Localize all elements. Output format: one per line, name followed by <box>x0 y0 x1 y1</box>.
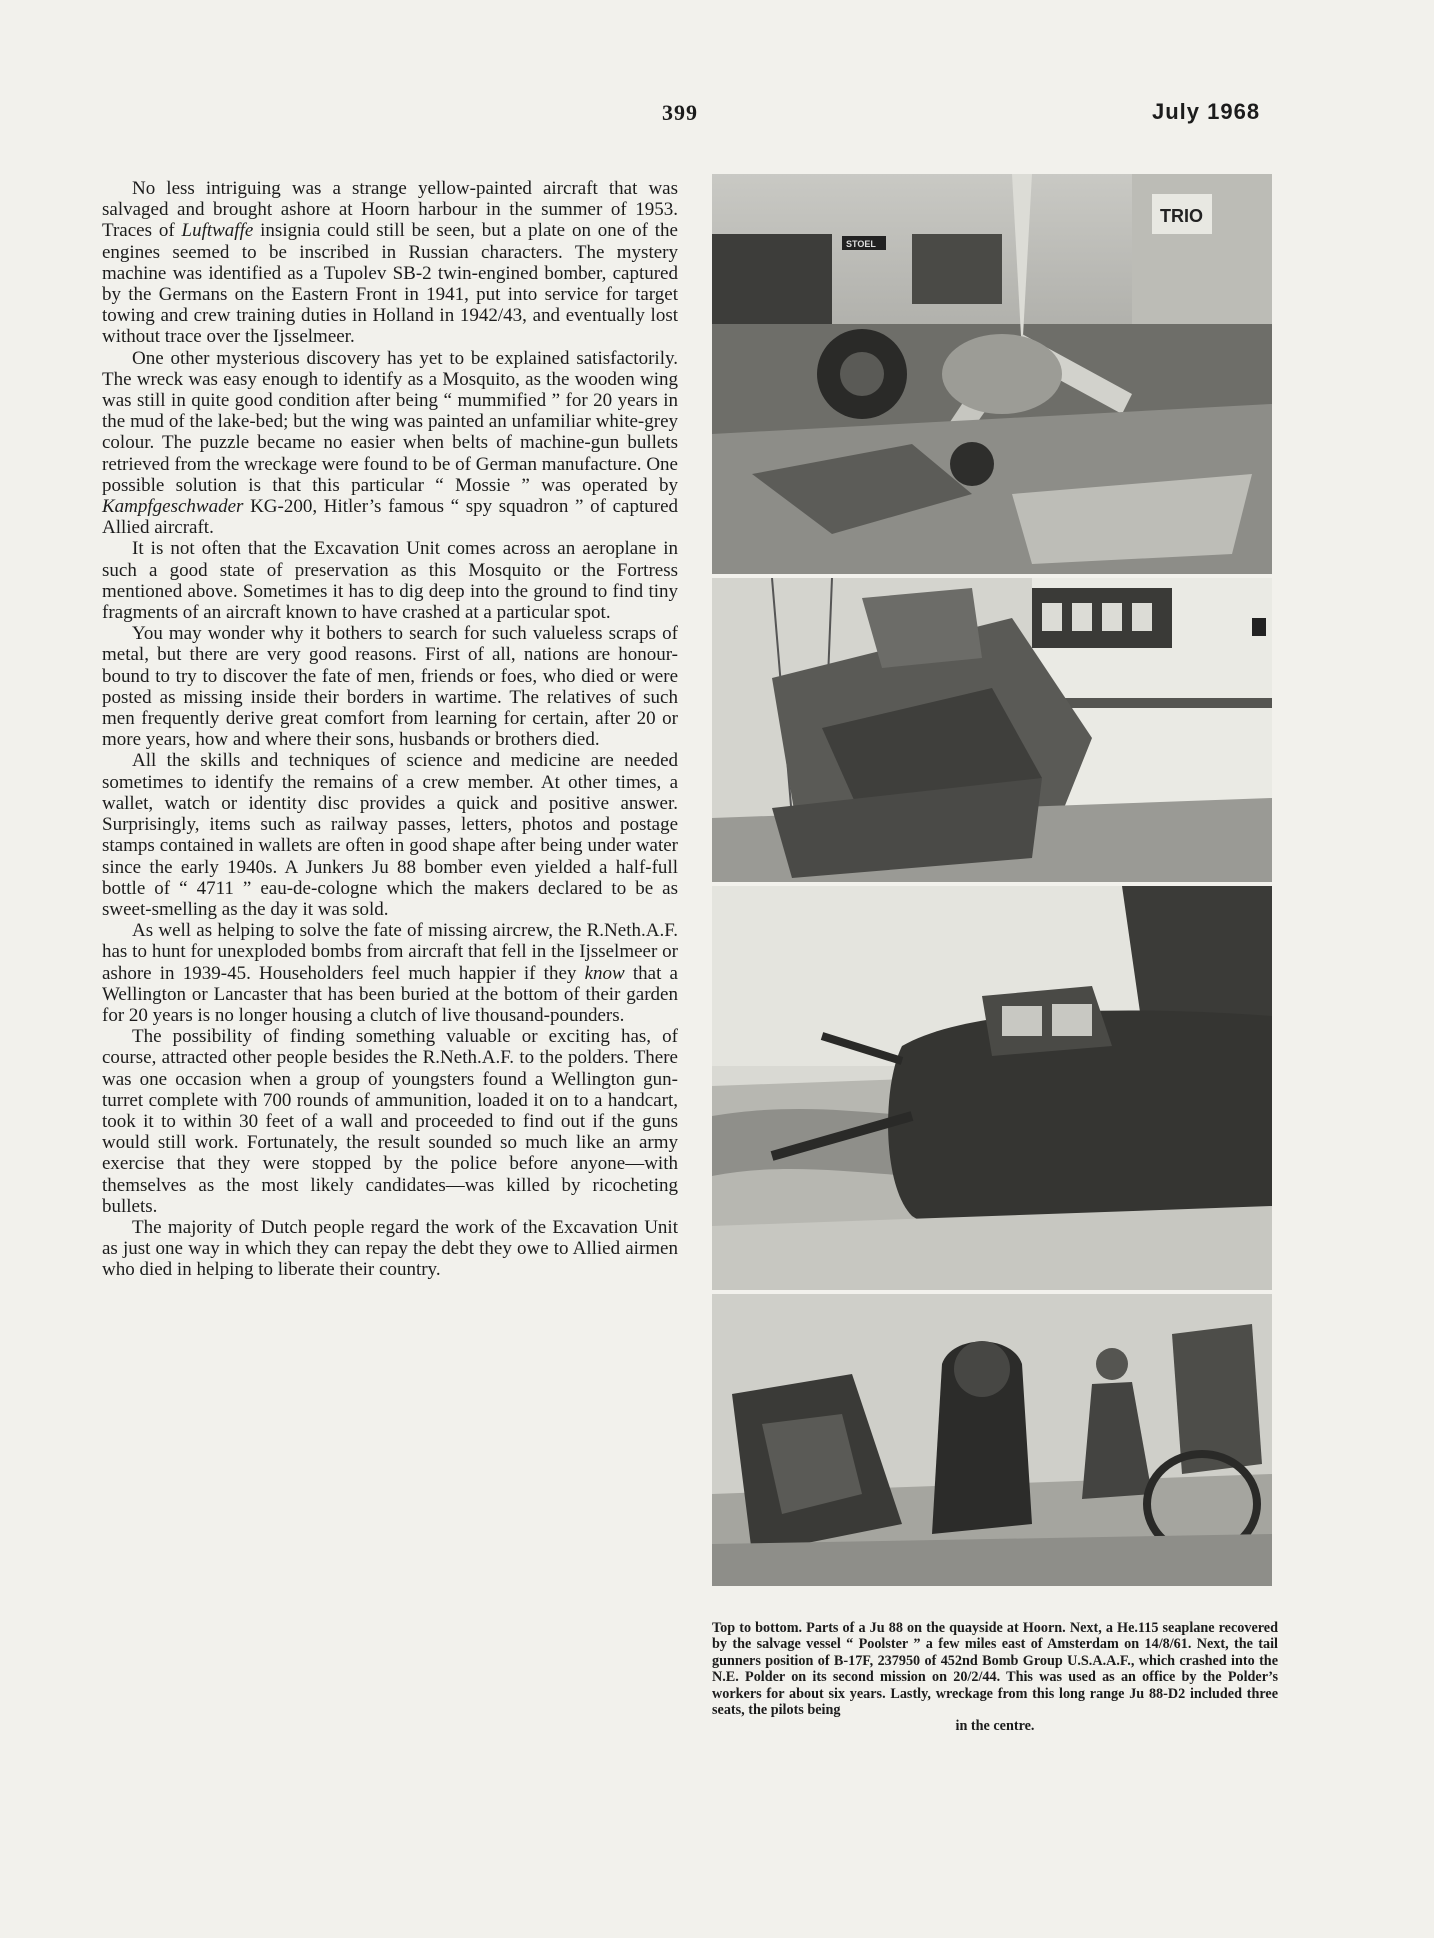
caption-text: Top to bottom. Parts of a Ju 88 on the quayside at Hoorn. Next, a He.115 seaplane recovered by the salvage vessel “ Poolster ” a few miles east of Amsterdam on 14/8/61. Next, the tail gunners position of B-17F, 237950 of 452nd Bomb Group U.S.A.A.F., which crashed into the N.E. Polder on its second mission on 20/2/44. This was used as an office by the Polder’s workers for about six years. Lastly, wreckage from this long range Ju 88-D2 included three seats, the pilots being <box>712 1620 1278 1719</box>
photo-he115-seaplane <box>712 578 1272 882</box>
photo-ju88-quayside <box>712 174 1272 574</box>
issue-date: July 1968 <box>1152 99 1261 124</box>
article-paragraph: The possibility of finding something valuable or exciting has, of course, attracted other people besides the R.Neth.A.F. to the polders. There was one occasion when a group of youngsters found a Wellington gun-turret complete with 700 rounds of ammunition, loaded it on to a handcart, took it to within 30 feet of a wall and proceeded to find out if the guns would still work. Fortunately, the result sounded so much like an army exercise that they were stopped by the police before anyone—with themselves as the most likely candidates—was killed by ricocheting bullets. <box>102 1026 678 1217</box>
italic-term: Luftwaffe <box>181 220 254 242</box>
article-paragraph: As well as helping to solve the fate of missing aircrew, the R.Neth.A.F. has to hunt for unexploded bombs from aircraft that fell in the Ijsselmeer or ashore in 1939-45. Householders feel much happier if they know that a Wellington or Lancaster that has been buried at the bottom of their garden for 20 years is no longer housing a clutch of live thousand-pounders. <box>102 920 678 1026</box>
caption-last-line: in the centre. <box>955 1718 1035 1735</box>
article-paragraph: One other mysterious discovery has yet to be explained satisfactorily. The wreck was easy enough to identify as a Mosquito, as the wooden wing was still in quite good condition after being “ mummified ” for 20 years in the mud of the lake-bed; but the wing was painted an unfamiliar white-grey colour. The puzzle became no easier when belts of machine-gun bullets retrieved from the wreckage were found to be of German manufacture. One possible solution is that this particular “ Mossie ” was operated by Kampfgeschwader KG-200, Hitler’s famous “ spy squadron ” of captured Allied aircraft. <box>102 347 678 539</box>
article-paragraph: It is not often that the Excavation Unit comes across an aeroplane in such a good state of preservation as this Mosquito or the Fortress mentioned above. Sometimes it has to dig deep into the ground to find tiny fragments of an aircraft known to have crashed at a particular spot. <box>102 538 678 624</box>
article-paragraph: You may wonder why it bothers to search for such valueless scraps of metal, but there are very good reasons. First of all, nations are honour-bound to try to discover the fate of men, friends or foes, who died or were posted as missing inside their borders in wartime. The relatives of such men frequently derive great comfort from learning for certain, after 20 or more years, how and where their sons, husbands or brothers died. <box>102 623 678 751</box>
article-paragraph: All the skills and techniques of science and medicine are needed sometimes to identify the remains of a crew member. At other times, a wallet, watch or identity disc provides a quick and positive answer. Surprisingly, items such as railway passes, letters, photos and postage stamps contained in wallets are often in good shape after being under water since the early 1940s. A Junkers Ju 88 bomber even yielded a half-full bottle of “ 4711 ” eau-de-cologne which the makers declared to be as sweet-smelling as the day it was sold. <box>102 750 678 920</box>
sign-trio: TRIO <box>1160 206 1203 226</box>
article-body <box>102 178 678 1281</box>
article-paragraph: The majority of Dutch people regard the work of the Excavation Unit as just one way in which they can repay the debt they owe to Allied airmen who died in helping to liberate their country. <box>102 1216 678 1281</box>
article-paragraph: No less intriguing was a strange yellow-painted aircraft that was salvaged and brought ashore at Hoorn harbour in the summer of 1953. Traces of Luftwaffe insignia could still be seen, but a plate on one of the engines seemed to be inscribed in Russian characters. The mystery machine was identified as a Tupolev SB-2 twin-engined bomber, captured by the Germans on the Eastern Front in 1941, put into service for target towing and crew training duties in Holland in 1942/43, and eventually lost without trace over the Ijsselmeer. <box>102 178 678 348</box>
italic-term: know <box>584 962 625 984</box>
photo-ju88-d2-wreckage <box>712 1294 1272 1586</box>
photo-caption <box>712 1620 1278 1735</box>
photo-b17f-tail <box>712 886 1272 1290</box>
page-number: 399 <box>662 100 698 125</box>
italic-term: Kampfgeschwader <box>102 496 244 518</box>
sign-stoel: STOEL <box>846 239 876 249</box>
